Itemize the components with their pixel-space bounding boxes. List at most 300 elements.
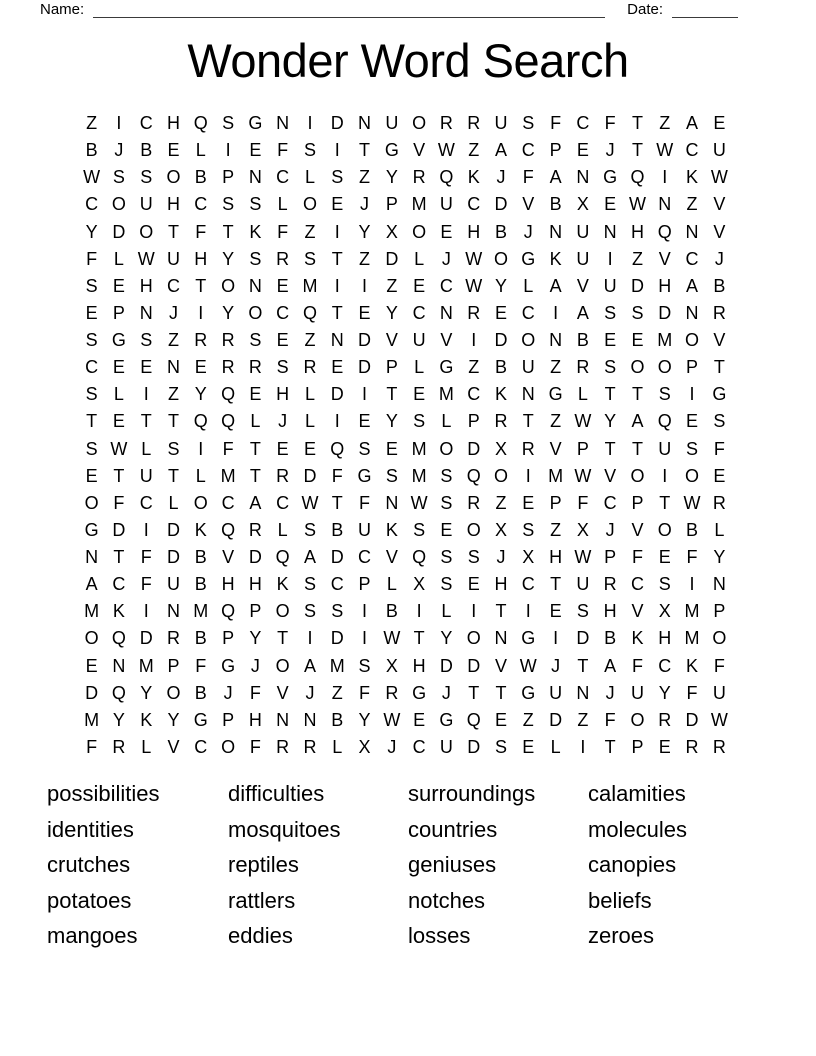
grid-letter: N (167, 357, 180, 378)
grid-letter: L (523, 275, 534, 296)
grid-letter: A (686, 113, 699, 134)
grid-letter: B (495, 221, 508, 242)
grid-letter: Q (412, 547, 427, 568)
grid-letter: E (522, 492, 535, 513)
grid-letter: C (330, 574, 344, 595)
grid-letter: H (467, 221, 481, 242)
grid-letter: N (494, 628, 508, 649)
grid-letter: V (549, 438, 562, 459)
grid-letter: O (466, 628, 481, 649)
grid-letter: L (304, 167, 315, 188)
grid-letter: G (221, 655, 236, 676)
grid-letter: V (576, 275, 589, 296)
grid-letter: E (112, 411, 125, 432)
grid-letter: H (248, 709, 262, 730)
grid-letter: I (689, 574, 695, 595)
grid-letter: K (112, 601, 125, 622)
grid-letter: C (412, 302, 426, 323)
grid-letter: C (85, 194, 99, 215)
grid-letter: S (358, 438, 371, 459)
grid-letter: M (411, 465, 427, 486)
grid-letter: T (413, 628, 425, 649)
grid-letter: F (277, 221, 289, 242)
name-date-header (40, 2, 738, 18)
grid-letter: O (494, 465, 509, 486)
grid-letter: W (410, 492, 428, 513)
grid-letter: E (658, 736, 671, 757)
grid-letter: N (576, 682, 590, 703)
word-item: beliefs (588, 887, 652, 913)
grid-letter: G (384, 140, 399, 161)
grid-letter: Z (550, 519, 562, 540)
grid-letter: T (222, 221, 234, 242)
name-blank-line (93, 3, 605, 18)
grid-letter: F (686, 682, 698, 703)
grid-letter: F (359, 492, 371, 513)
grid-letter: E (440, 519, 453, 540)
grid-letter: L (332, 736, 343, 757)
name-label: Name: (40, 1, 85, 18)
grid-letter: N (658, 194, 672, 215)
grid-letter: B (576, 330, 589, 351)
grid-letter: Y (222, 248, 235, 269)
grid-letter: H (630, 221, 644, 242)
grid-letter: Z (686, 194, 698, 215)
grid-letter: W (83, 167, 101, 188)
grid-letter: F (359, 682, 371, 703)
grid-letter: S (713, 411, 726, 432)
grid-letter: R (221, 357, 235, 378)
grid-letter: H (412, 655, 426, 676)
grid-letter: V (713, 194, 726, 215)
grid-letter: I (471, 601, 477, 622)
grid-letter: K (495, 384, 508, 405)
grid-letter: U (358, 519, 372, 540)
grid-letter: I (362, 628, 368, 649)
grid-letter: R (712, 492, 726, 513)
grid-letter: T (331, 248, 343, 269)
grid-letter: J (169, 302, 178, 323)
grid-letter: I (662, 167, 668, 188)
grid-letter: X (576, 519, 589, 540)
grid-letter: M (84, 709, 100, 730)
grid-letter: N (248, 275, 262, 296)
grid-letter: O (630, 709, 645, 730)
grid-letter: H (549, 547, 563, 568)
grid-letter: D (330, 628, 344, 649)
grid-letter: V (167, 736, 180, 757)
grid-letter: R (194, 330, 208, 351)
grid-letter: E (549, 601, 562, 622)
grid-letter: O (84, 492, 99, 513)
grid-letter: E (413, 275, 426, 296)
grid-letter: E (112, 357, 125, 378)
word-item: molecules (588, 816, 688, 842)
grid-letter: V (631, 601, 644, 622)
grid-letter: Y (385, 167, 398, 188)
grid-letter: H (658, 275, 672, 296)
grid-letter: H (221, 574, 235, 595)
grid-letter: L (141, 438, 152, 459)
grid-letter: S (303, 248, 316, 269)
grid-letter: V (276, 682, 289, 703)
word-list (47, 776, 777, 954)
grid-letter: S (385, 465, 398, 486)
grid-letter: W (710, 709, 728, 730)
grid-letter: S (85, 384, 98, 405)
grid-letter: L (414, 248, 425, 269)
grid-letter: X (385, 655, 398, 676)
grid-letter: O (221, 275, 236, 296)
grid-letter: Z (468, 357, 480, 378)
grid-letter: D (330, 547, 344, 568)
grid-letter: W (110, 438, 128, 459)
grid-letter: Z (495, 492, 507, 513)
grid-letter: Y (112, 709, 125, 730)
grid-letter: S (140, 167, 153, 188)
word-column (588, 776, 777, 954)
grid-letter: U (630, 682, 644, 703)
grid-letter: N (358, 113, 372, 134)
grid-letter: Y (85, 221, 98, 242)
grid-letter: U (521, 357, 535, 378)
grid-letter: E (713, 465, 726, 486)
grid-letter: A (631, 411, 644, 432)
grid-letter: H (248, 574, 262, 595)
grid-letter: S (222, 194, 235, 215)
grid-letter: O (630, 465, 645, 486)
grid-letter: F (577, 492, 589, 513)
grid-letter: U (167, 248, 180, 269)
grid-letter: E (658, 547, 671, 568)
grid-letter: D (658, 302, 672, 323)
grid-letter: O (630, 357, 645, 378)
grid-letter: T (604, 438, 616, 459)
grid-letter: M (84, 601, 100, 622)
grid-letter: I (525, 601, 531, 622)
grid-letter: N (276, 709, 290, 730)
grid-letter: W (574, 411, 592, 432)
grid-letter: E (358, 411, 371, 432)
grid-letter: V (658, 248, 671, 269)
grid-letter: O (302, 194, 317, 215)
grid-letter: L (550, 736, 561, 757)
grid-letter: U (139, 194, 153, 215)
grid-letter: M (684, 628, 700, 649)
grid-letter: V (713, 221, 726, 242)
grid-letter: U (494, 113, 508, 134)
grid-letter: S (331, 601, 344, 622)
grid-letter: O (139, 221, 154, 242)
grid-letter: S (85, 330, 98, 351)
grid-letter: U (712, 140, 726, 161)
grid-letter: B (331, 519, 344, 540)
word-item: calamities (588, 781, 686, 806)
grid-letter: S (686, 438, 699, 459)
grid-letter: Z (659, 113, 671, 134)
word-item: identities (47, 816, 134, 842)
grid-letter: F (195, 221, 207, 242)
grid-letter: Q (466, 709, 481, 730)
grid-letter: D (167, 519, 180, 540)
grid-letter: L (441, 411, 452, 432)
grid-letter: O (657, 357, 672, 378)
grid-letter: Z (168, 384, 179, 405)
grid-letter: W (683, 492, 701, 513)
word-item: countries (408, 816, 498, 842)
grid-letter: G (111, 330, 126, 351)
grid-letter: P (576, 438, 589, 459)
grid-letter: C (467, 384, 481, 405)
grid-letter: Q (657, 411, 672, 432)
grid-letter: F (140, 547, 152, 568)
grid-letter: X (522, 547, 535, 568)
date-label: Date: (627, 1, 663, 18)
grid-letter: T (631, 113, 643, 134)
grid-letter: P (222, 167, 235, 188)
grid-letter: W (574, 465, 592, 486)
grid-letter: I (334, 275, 340, 296)
grid-letter: Y (140, 682, 153, 703)
grid-letter: F (222, 438, 234, 459)
grid-letter: Q (221, 384, 236, 405)
grid-letter: I (143, 384, 149, 405)
grid-letter: L (195, 140, 206, 161)
grid-letter: P (167, 655, 180, 676)
grid-letter: S (467, 547, 480, 568)
grid-letter: C (276, 492, 290, 513)
letter-grid (78, 110, 733, 761)
grid-letter: P (686, 357, 699, 378)
grid-letter: Z (359, 248, 371, 269)
grid-letter: T (631, 438, 643, 459)
grid-letter: E (495, 302, 508, 323)
grid-letter: T (522, 411, 534, 432)
grid-letter: Q (630, 167, 645, 188)
grid-letter: I (471, 330, 477, 351)
grid-letter: I (143, 519, 149, 540)
grid-letter: H (167, 194, 180, 215)
grid-letter: H (276, 384, 290, 405)
grid-letter: D (385, 248, 399, 269)
grid-letter: I (362, 601, 368, 622)
grid-letter: M (438, 384, 454, 405)
grid-letter: L (386, 574, 397, 595)
grid-letter: T (331, 492, 343, 513)
grid-letter: D (549, 709, 563, 730)
grid-letter: L (250, 411, 261, 432)
grid-letter: T (168, 465, 179, 486)
grid-letter: J (496, 547, 506, 568)
grid-letter: B (604, 628, 617, 649)
grid-letter: F (86, 736, 98, 757)
grid-letter: R (276, 248, 290, 269)
grid-letter: D (576, 628, 590, 649)
grid-letter: A (303, 547, 316, 568)
grid-letter: S (222, 113, 235, 134)
grid-letter: K (385, 519, 398, 540)
grid-letter: K (140, 709, 153, 730)
grid-letter: P (385, 194, 398, 215)
grid-letter: R (248, 519, 262, 540)
grid-letter: N (521, 384, 535, 405)
grid-letter: C (85, 357, 99, 378)
grid-letter: O (685, 465, 700, 486)
grid-letter: N (276, 113, 290, 134)
grid-letter: F (140, 574, 152, 595)
grid-letter: I (553, 628, 559, 649)
grid-letter: I (307, 113, 313, 134)
grid-letter: R (167, 628, 180, 649)
word-item: canopies (588, 852, 677, 878)
grid-letter: O (166, 167, 181, 188)
grid-letter: L (304, 384, 315, 405)
grid-letter: F (631, 655, 643, 676)
grid-letter: T (277, 628, 289, 649)
grid-letter: W (710, 167, 728, 188)
grid-letter: H (658, 628, 672, 649)
word-column (408, 776, 588, 954)
grid-letter: B (194, 682, 207, 703)
grid-letter: Z (331, 682, 343, 703)
grid-letter: L (113, 384, 124, 405)
grid-letter: F (113, 492, 125, 513)
grid-letter: L (113, 248, 124, 269)
word-item: notches (408, 887, 486, 913)
grid-letter: H (603, 601, 617, 622)
grid-letter: S (658, 574, 671, 595)
grid-letter: V (495, 655, 508, 676)
grid-letter: G (357, 465, 372, 486)
word-item: reptiles (228, 852, 299, 878)
grid-letter: N (685, 302, 699, 323)
grid-letter: J (551, 655, 561, 676)
grid-letter: A (303, 655, 316, 676)
grid-letter: L (441, 601, 452, 622)
grid-letter: F (550, 113, 562, 134)
grid-letter: A (85, 574, 98, 595)
grid-letter: O (84, 628, 99, 649)
grid-letter: T (359, 140, 371, 161)
grid-letter: D (439, 655, 453, 676)
date-blank-line (672, 3, 738, 18)
grid-letter: T (249, 465, 261, 486)
grid-letter: U (603, 275, 617, 296)
grid-letter: W (628, 194, 646, 215)
grid-letter: H (194, 248, 208, 269)
grid-letter: O (439, 438, 454, 459)
grid-letter: I (525, 465, 531, 486)
grid-letter: L (277, 519, 288, 540)
grid-letter: K (249, 221, 262, 242)
grid-letter: B (385, 601, 398, 622)
grid-letter: S (658, 384, 671, 405)
grid-letter: E (331, 194, 344, 215)
grid-letter: J (605, 140, 615, 161)
grid-letter: C (685, 140, 699, 161)
grid-letter: T (604, 736, 616, 757)
grid-letter: I (334, 140, 340, 161)
grid-letter: D (248, 547, 262, 568)
grid-letter: C (685, 248, 699, 269)
grid-letter: W (437, 140, 455, 161)
grid-letter: B (194, 628, 207, 649)
grid-letter: O (657, 519, 672, 540)
grid-letter: E (713, 113, 726, 134)
grid-letter: P (604, 547, 617, 568)
grid-letter: T (468, 682, 480, 703)
grid-letter: T (495, 601, 507, 622)
grid-letter: S (440, 574, 453, 595)
grid-letter: S (440, 492, 453, 513)
grid-letter: E (631, 330, 644, 351)
grid-letter: Y (385, 302, 398, 323)
grid-letter: X (385, 221, 398, 242)
grid-letter: S (331, 167, 344, 188)
grid-letter: Y (167, 709, 180, 730)
grid-letter: T (86, 411, 98, 432)
grid-letter: Y (385, 411, 398, 432)
grid-letter: Q (439, 167, 454, 188)
grid-letter: O (412, 221, 427, 242)
grid-letter: D (330, 384, 344, 405)
grid-letter: D (494, 330, 508, 351)
grid-letter: V (222, 547, 235, 568)
grid-letter: S (413, 411, 426, 432)
grid-letter: M (548, 465, 564, 486)
grid-letter: S (303, 519, 316, 540)
grid-letter: D (139, 628, 153, 649)
grid-letter: N (385, 492, 399, 513)
grid-letter: T (631, 140, 643, 161)
grid-letter: L (168, 492, 179, 513)
grid-letter: D (358, 330, 372, 351)
grid-letter: S (495, 736, 508, 757)
grid-letter: S (249, 194, 262, 215)
grid-letter: D (303, 465, 317, 486)
grid-letter: Z (631, 248, 643, 269)
grid-letter: S (358, 655, 371, 676)
grid-letter: X (495, 438, 508, 459)
grid-letter: Q (302, 302, 317, 323)
grid-letter: P (467, 411, 480, 432)
grid-letter: C (167, 275, 180, 296)
grid-letter: L (277, 194, 288, 215)
grid-letter: T (713, 357, 725, 378)
grid-letter: Z (304, 221, 316, 242)
grid-letter: W (656, 140, 674, 161)
grid-letter: B (140, 140, 153, 161)
grid-letter: N (167, 601, 180, 622)
grid-letter: C (194, 736, 208, 757)
grid-letter: F (277, 140, 289, 161)
grid-letter: Y (713, 547, 726, 568)
grid-letter: G (439, 709, 454, 730)
word-item: possibilities (47, 781, 160, 806)
grid-letter: Y (249, 628, 262, 649)
grid-letter: E (276, 330, 289, 351)
grid-letter: F (331, 465, 343, 486)
grid-letter: T (113, 465, 125, 486)
grid-letter: J (387, 736, 397, 757)
grid-letter: I (198, 302, 204, 323)
grid-letter: U (576, 221, 590, 242)
grid-letter: G (439, 357, 454, 378)
grid-letter: E (495, 709, 508, 730)
grid-letter: H (139, 275, 153, 296)
grid-letter: D (494, 194, 508, 215)
grid-letter: Z (168, 330, 179, 351)
